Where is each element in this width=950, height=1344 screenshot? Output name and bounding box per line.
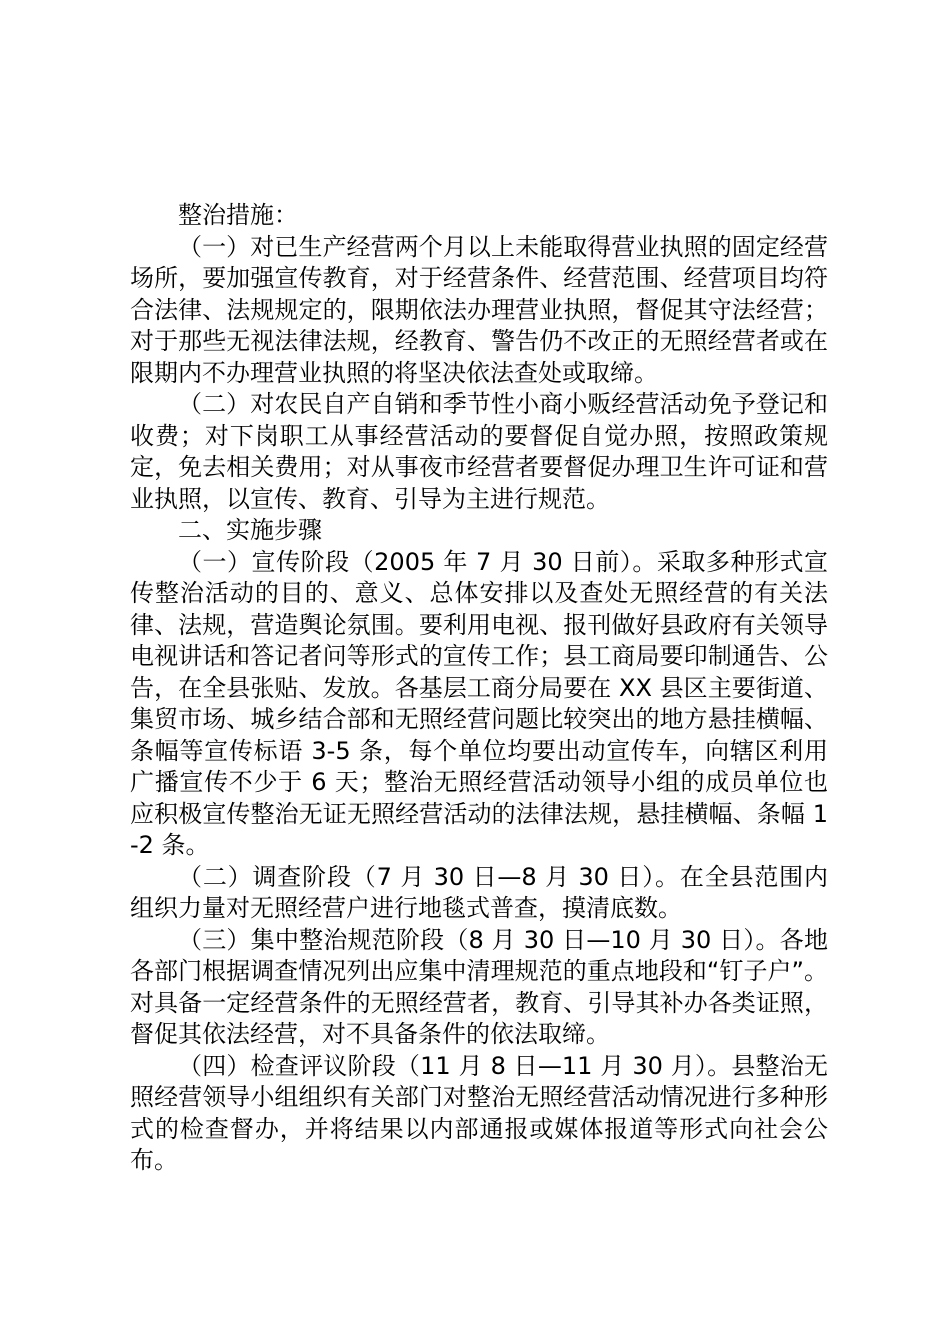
step-4-paragraph: （四）检查评议阶段（11 月 8 日—11 月 30 月）。县整治无照经营领导小组组织有关部门对整治无照经营活动情况进行多种形式的检查督办，并将结果以内部通报或媒体报道等形式向社会公布。 xyxy=(130,1051,828,1174)
step-2-paragraph: （二）调查阶段（7 月 30 日—8 月 30 日）。在全县范围内组织力量对无照经营户进行地毯式普查，摸清底数。 xyxy=(130,862,828,922)
heading-measures: 整治措施： xyxy=(178,201,298,229)
section-heading-implementation-steps: 二、实施步骤 xyxy=(178,516,322,544)
step-1-paragraph: （一）宣传阶段（2005 年 7 月 30 日前）。采取多种形式宣传整治活动的目的、意义、总体安排以及查处无照经营的有关法律、法规，营造舆论氛围。要利用电视、报刊做好县政府有关领导电视讲话和答记者问等形式的宣传工作；县工商局要印制通告、公告，在全县张贴、发放。各基层工商分局要在 XX 县区主要街道、集贸市场、城乡结合部和无照经营问题比较突出的地方悬挂横幅、条幅等宣传标语 3-5 条，每个单位均要出动宣传车，向辖区利用广播宣传不少于 6 天；整治无照经营活动领导小组的成员单位也应积极宣传整治无证无照经营活动的法律法规，悬挂横幅、条幅 1-2 条。 xyxy=(130,547,828,859)
measure-1-paragraph: （一）对已生产经营两个月以上未能取得营业执照的固定经营场所，要加强宣传教育，对于经营条件、经营范围、经营项目均符合法律、法规规定的，限期依法办理营业执照，督促其守法经营；对于那些无视法律法规，经教育、警告仍不改正的无照经营者或在限期内不办理营业执照的将坚决依法查处或取缔。 xyxy=(130,232,828,387)
step-3-paragraph: （三）集中整治规范阶段（8 月 30 日—10 月 30 日）。各地各部门根据调查情况列出应集中清理规范的重点地段和“钉子户”。对具备一定经营条件的无照经营者，教育、引导其补办各类证照，督促其依法经营，对不具备条件的依法取缔。 xyxy=(130,925,828,1048)
measure-2-paragraph: （二）对农民自产自销和季节性小商小贩经营活动免予登记和收费；对下岗职工从事经营活动的要督促自觉办照，按照政策规定，免去相关费用；对从事夜市经营者要督促办理卫生许可证和营业执照，以宣传、教育、引导为主进行规范。 xyxy=(130,390,828,513)
document-body xyxy=(130,200,828,1177)
